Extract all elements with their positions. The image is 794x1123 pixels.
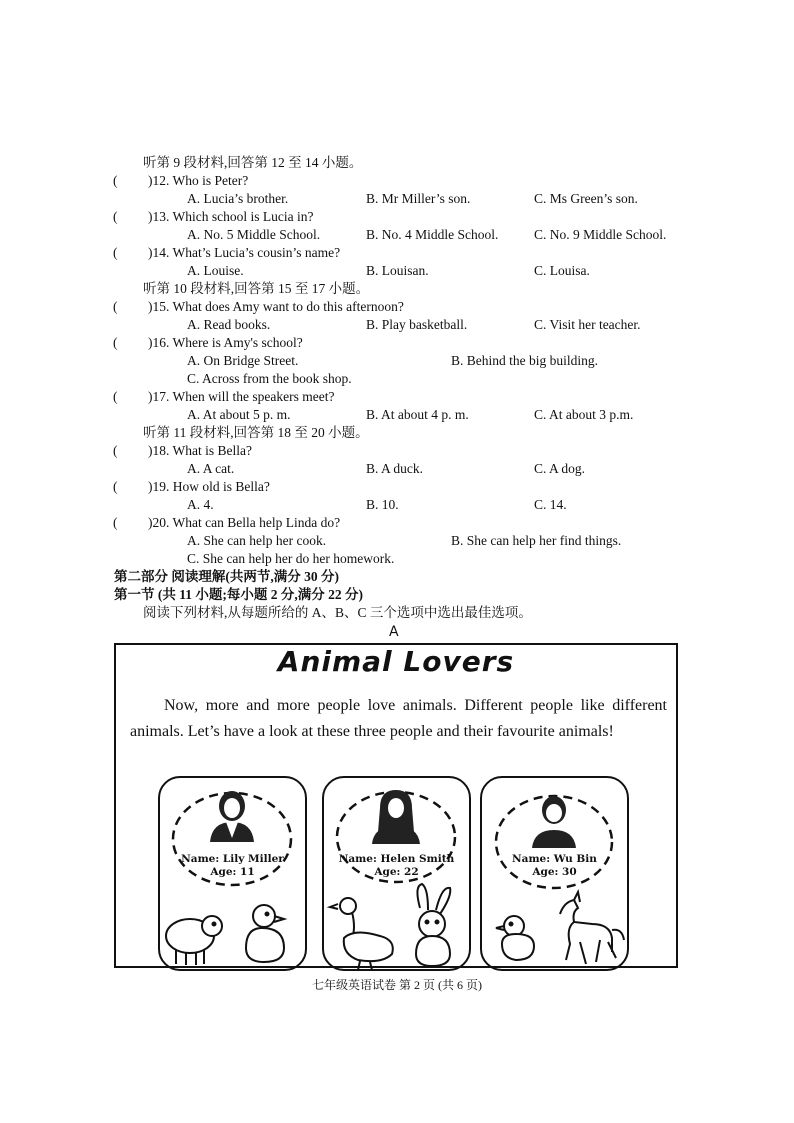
question-text: What is Bella?	[172, 443, 252, 458]
person-age: Age: 11	[210, 866, 255, 878]
option-c[interactable]: C. Ms Green’s son.	[534, 191, 638, 206]
part2-heading: 第二部分 阅读理解(共两节,满分 30 分)	[114, 569, 339, 584]
answer-blank-close: )	[148, 209, 153, 224]
question-number: 12	[152, 173, 166, 188]
option-a[interactable]: A. She can help her cook.	[187, 533, 327, 548]
option-c[interactable]: C. At about 3 p.m.	[534, 407, 634, 422]
question-19: )19. How old is Bella?	[148, 479, 270, 494]
question-number: 19	[152, 479, 166, 494]
question-text: Which school is Lucia in?	[172, 209, 314, 224]
option-b[interactable]: B. A duck.	[366, 461, 424, 476]
answer-blank: (	[113, 515, 118, 530]
person-name: Name: Lily Miller	[181, 853, 284, 865]
person-photo-icon	[210, 791, 254, 842]
option-c[interactable]: C. No. 9 Middle School.	[534, 227, 667, 242]
listening-instruction: 听第 9 段材料,回答第 12 至 14 小题。	[143, 155, 363, 170]
passage-paragraph: Now, more and more people love animals. Different people like different animals. Let’s have a look at these three people and their favourite animals!	[130, 697, 667, 740]
question-18: )18. What is Bella?	[148, 443, 252, 458]
option-a[interactable]: A. No. 5 Middle School.	[187, 227, 321, 242]
person-photo-icon	[532, 796, 576, 848]
listening-instruction: 听第 10 段材料,回答第 15 至 17 小题。	[143, 281, 370, 296]
person-age: Age: 22	[374, 866, 419, 878]
passage-box	[114, 643, 678, 967]
answer-blank: (	[113, 209, 118, 224]
option-b[interactable]: B. No. 4 Middle School.	[366, 227, 499, 242]
reading-instruction: 阅读下列材料,从每题所给的 A、B、C 三个选项中选出最佳选项。	[143, 605, 532, 620]
option-a[interactable]: A. On Bridge Street.	[187, 353, 299, 368]
question-15: )15. What does Amy want to do this afternoon?	[148, 299, 404, 314]
question-text: Where is Amy's school?	[172, 335, 303, 350]
question-text: When will the speakers meet?	[172, 389, 335, 404]
passage-bottom-rule	[114, 966, 678, 968]
answer-blank: (	[113, 245, 118, 260]
question-number: 14	[152, 245, 166, 260]
page-footer: 七年级英语试卷 第 2 页 (共 6 页)	[312, 978, 482, 992]
question-number: 15	[152, 299, 166, 314]
question-13: )13. Which school is Lucia in?	[148, 209, 314, 224]
question-text: Who is Peter?	[172, 173, 249, 188]
option-b[interactable]: B. Behind the big building.	[451, 353, 598, 368]
answer-blank-close: )	[148, 443, 153, 458]
question-number: 17	[152, 389, 166, 404]
answer-blank-close: )	[148, 479, 153, 494]
answer-blank-close: )	[148, 335, 153, 350]
answer-blank: (	[113, 479, 118, 494]
person-name: Name: Helen Smith	[338, 853, 455, 865]
option-b[interactable]: B. Louisan.	[366, 263, 429, 278]
section1-heading: 第一节 (共 11 小题;每小题 2 分,满分 22 分)	[114, 587, 363, 602]
question-16: )16. Where is Amy's school?	[148, 335, 303, 350]
question-text: What does Amy want to do this afternoon?	[172, 299, 404, 314]
answer-blank-close: )	[148, 515, 153, 530]
question-number: 18	[152, 443, 166, 458]
person-photo-icon	[372, 790, 420, 844]
answer-blank: (	[113, 173, 118, 188]
answer-blank: (	[113, 335, 118, 350]
chick-icon	[496, 916, 534, 960]
person-age: Age: 30	[532, 866, 577, 878]
answer-blank-close: )	[148, 299, 153, 314]
option-c[interactable]: C. 14.	[534, 497, 567, 512]
option-a[interactable]: A. Louise.	[187, 263, 244, 278]
question-text: How old is Bella?	[172, 479, 270, 494]
question-14: )14. What’s Lucia’s cousin’s name?	[148, 245, 341, 260]
answer-blank: (	[113, 389, 118, 404]
option-c[interactable]: C. A dog.	[534, 461, 586, 476]
question-17: )17. When will the speakers meet?	[148, 389, 335, 404]
horse-icon	[560, 892, 624, 964]
question-text: What can Bella help Linda do?	[172, 515, 341, 530]
option-a[interactable]: A. 4.	[187, 497, 214, 512]
answer-blank-close: )	[148, 173, 153, 188]
person-card-helen	[322, 776, 471, 971]
rabbit-icon	[416, 884, 450, 966]
option-c[interactable]: C. She can help her do her homework.	[187, 551, 395, 566]
answer-blank: (	[113, 299, 118, 314]
duckling-icon	[246, 905, 284, 962]
option-b[interactable]: B. She can help her find things.	[451, 533, 622, 548]
question-number: 20	[152, 515, 166, 530]
option-a[interactable]: A. Read books.	[187, 317, 271, 332]
person-card-wubin	[480, 776, 629, 971]
option-c[interactable]: C. Louisa.	[534, 263, 590, 278]
option-b[interactable]: B. Mr Miller’s son.	[366, 191, 471, 206]
question-12: )12. Who is Peter?	[148, 173, 249, 188]
passage-text	[130, 693, 667, 745]
goose-icon	[330, 898, 393, 970]
option-b[interactable]: B. 10.	[366, 497, 399, 512]
answer-blank-close: )	[148, 245, 153, 260]
passage-title: Animal Lovers	[277, 645, 515, 678]
sheep-icon	[166, 916, 222, 965]
person-card-lily	[158, 776, 307, 971]
option-c[interactable]: C. Across from the book shop.	[187, 371, 352, 386]
option-b[interactable]: B. Play basketball.	[366, 317, 468, 332]
answer-blank-close: )	[148, 389, 153, 404]
question-text: What’s Lucia’s cousin’s name?	[172, 245, 341, 260]
option-b[interactable]: B. At about 4 p. m.	[366, 407, 469, 422]
option-c[interactable]: C. Visit her teacher.	[534, 317, 641, 332]
question-20: )20. What can Bella help Linda do?	[148, 515, 341, 530]
option-a[interactable]: A. At about 5 p. m.	[187, 407, 291, 422]
listening-instruction: 听第 11 段材料,回答第 18 至 20 小题。	[143, 425, 369, 440]
option-a[interactable]: A. A cat.	[187, 461, 235, 476]
person-name: Name: Wu Bin	[512, 853, 597, 865]
question-number: 16	[152, 335, 166, 350]
question-number: 13	[152, 209, 166, 224]
option-a[interactable]: A. Lucia’s brother.	[187, 191, 289, 206]
passage-label: A	[389, 624, 399, 640]
answer-blank: (	[113, 443, 118, 458]
